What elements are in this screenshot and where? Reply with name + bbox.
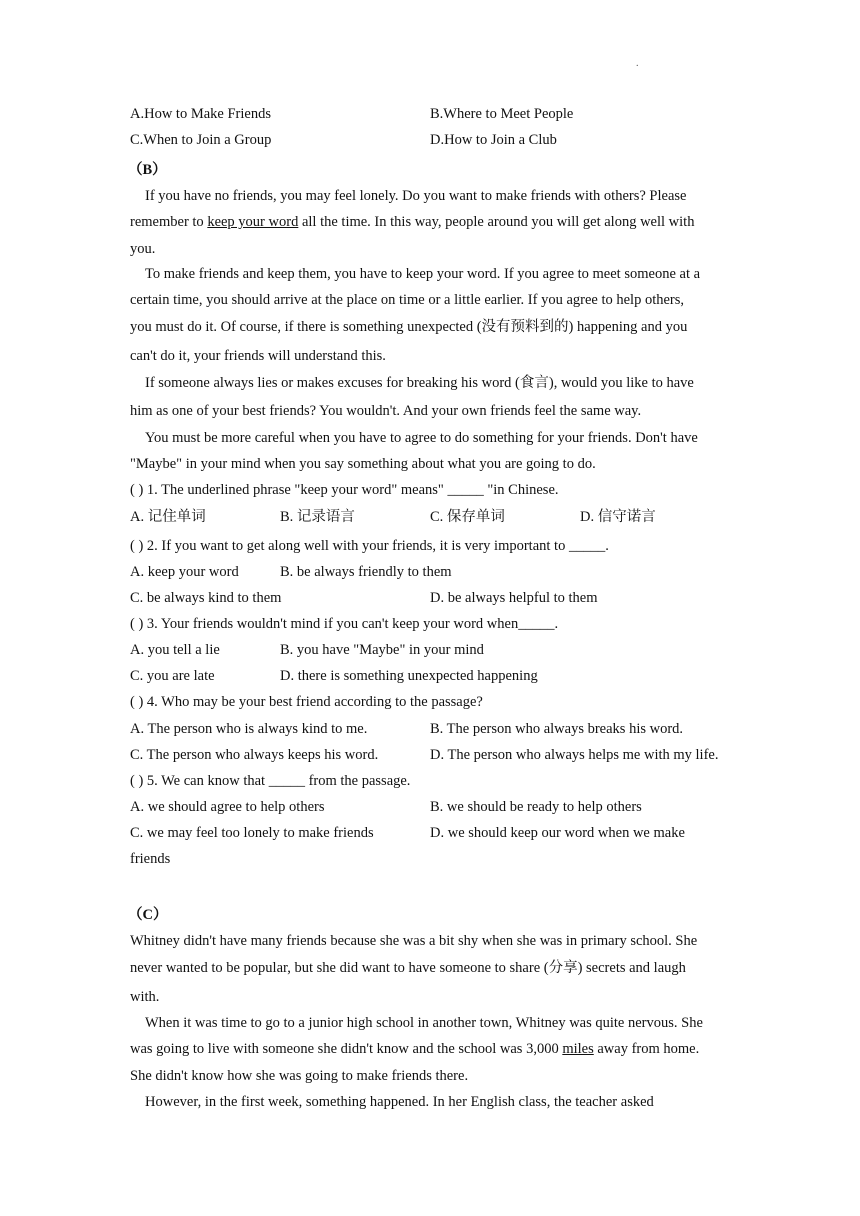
q2-option-d: D. be always helpful to them: [430, 590, 598, 606]
b-p1-line2: remember to keep your word all the time. In this way, people around you will get along well with: [130, 214, 695, 230]
question-3: ( ) 3. Your friends wouldn't mind if you can't keep your word when_____.: [130, 616, 559, 632]
c-p2-line3: She didn't know how she was going to make friends there.: [130, 1068, 469, 1084]
b-p4-line2: "Maybe" in your mind when you say something about what you are going to do.: [130, 456, 596, 472]
q1-option-b: B. 记录语言: [280, 509, 355, 525]
q3-option-a: A. you tell a lie: [130, 642, 220, 658]
section-c-label: （C）: [128, 907, 168, 923]
underlined-word: miles: [562, 1041, 594, 1057]
question-1: ( ) 1. The underlined phrase "keep your word" means" _____ "in Chinese.: [130, 482, 559, 498]
section-b-label: （B）: [128, 162, 167, 178]
c-p2-line2: was going to live with someone she didn't know and the school was 3,000 miles away from home.: [130, 1041, 700, 1057]
q1-option-d: D. 信守诺言: [580, 509, 656, 525]
b-p3-line2: him as one of your best friends? You wouldn't. And your own friends feel the same way.: [130, 403, 642, 419]
b-p2-line1: To make friends and keep them, you have to keep your word. If you agree to meet someone at a: [145, 266, 701, 282]
q5-option-d: D. we should keep our word when we make: [430, 825, 685, 841]
prev-option-b: B.Where to Meet People: [430, 106, 574, 122]
prev-option-d: D.How to Join a Club: [430, 132, 557, 148]
underlined-phrase: keep your word: [207, 214, 299, 230]
b-p2-line3: you must do it. Of course, if there is something unexpected (没有预料到的) happening and you: [130, 319, 688, 335]
q5-option-a: A. we should agree to help others: [130, 799, 325, 815]
c-p1-line1: Whitney didn't have many friends because she was a bit shy when she was in primary school. She: [130, 933, 698, 949]
c-p1-line3: with.: [130, 989, 160, 1005]
c-p3-line1: However, in the first week, something happened. In her English class, the teacher asked: [145, 1094, 654, 1110]
q4-option-c: C. The person who always keeps his word.: [130, 747, 379, 763]
b-p2-line4: can't do it, your friends will understand this.: [130, 348, 386, 364]
b-p2-line2: certain time, you should arrive at the place on time or a little earlier. If you agree to help others,: [130, 292, 685, 308]
question-2: ( ) 2. If you want to get along well with your friends, it is very important to _____.: [130, 538, 609, 554]
q2-option-b: B. be always friendly to them: [280, 564, 452, 580]
q1-option-a: A. 记住单词: [130, 509, 206, 525]
q2-option-c: C. be always kind to them: [130, 590, 282, 606]
q4-option-b: B. The person who always breaks his word.: [430, 721, 684, 737]
question-4: ( ) 4. Who may be your best friend according to the passage?: [130, 694, 483, 710]
prev-option-c: C.When to Join a Group: [130, 132, 272, 148]
q3-option-c: C. you are late: [130, 668, 215, 684]
b-p3-line1: If someone always lies or makes excuses for breaking his word (食言), would you like to have: [145, 375, 694, 391]
b-p1-line1: If you have no friends, you may feel lonely. Do you want to make friends with others? Please: [145, 188, 687, 204]
b-p4-line1: You must be more careful when you have to agree to do something for your friends. Don't have: [145, 430, 698, 446]
q4-option-a: A. The person who is always kind to me.: [130, 721, 368, 737]
q5-option-c: C. we may feel too lonely to make friends: [130, 825, 374, 841]
q4-option-d: D. The person who always helps me with my life.: [430, 747, 719, 763]
b-p1-line3: you.: [130, 241, 156, 257]
c-p2-line1: When it was time to go to a junior high school in another town, Whitney was quite nervous. She: [145, 1015, 703, 1031]
q5-option-d-cont: friends: [130, 851, 171, 867]
prev-option-a: A.How to Make Friends: [130, 106, 271, 122]
question-5: ( ) 5. We can know that _____ from the passage.: [130, 773, 411, 789]
q3-option-b: B. you have "Maybe" in your mind: [280, 642, 484, 658]
q3-option-d: D. there is something unexpected happening: [280, 668, 538, 684]
q2-option-a: A. keep your word: [130, 564, 239, 580]
header-dot: .: [636, 58, 639, 69]
q5-option-b: B. we should be ready to help others: [430, 799, 642, 815]
c-p1-line2: never wanted to be popular, but she did want to have someone to share (分享) secrets and laugh: [130, 960, 686, 976]
q1-option-c: C. 保存单词: [430, 509, 505, 525]
